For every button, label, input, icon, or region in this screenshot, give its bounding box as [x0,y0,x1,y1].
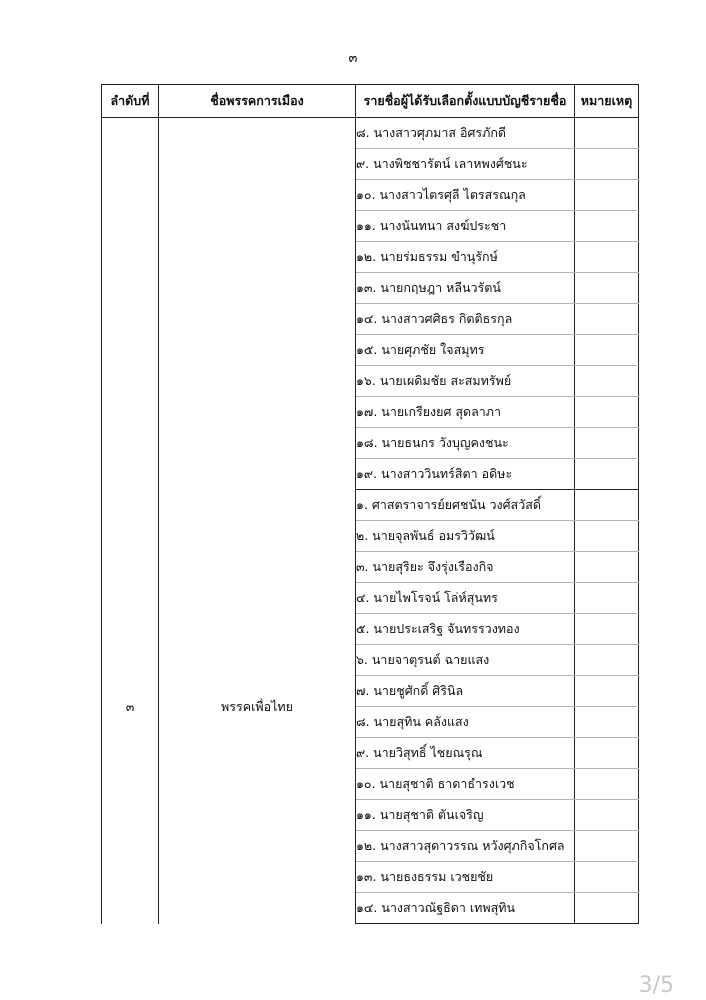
remark-cell [575,366,639,397]
candidate-name-cell: ๘. นางสาวศุภมาส อิศรภักดี [356,118,575,149]
remark-cell [575,800,639,831]
page-counter: 3/5 [638,973,674,998]
remark-cell [575,831,639,862]
candidate-name-cell: ๑๓. นายกฤษฎา หลีนวรัตน์ [356,273,575,304]
party-order-cell [102,118,159,490]
remark-cell [575,676,639,707]
candidate-name-cell: ๕. นายประเสริฐ จันทรรวงทอง [356,614,575,645]
remark-cell [575,180,639,211]
header-candidates: รายชื่อผู้ได้รับเลือกตั้งแบบบัญชีรายชื่อ [356,85,575,118]
table-row [102,118,639,149]
remark-cell [575,862,639,893]
remark-cell [575,614,639,645]
candidate-name-cell: ๔. นายไพโรจน์ โล่ห์สุนทร [356,583,575,614]
remark-cell [575,428,639,459]
candidate-name-cell: ๘. นายสุทิน คลังแสง [356,707,575,738]
party-order-cell: ๓ [102,490,159,924]
header-remarks: หมายเหตุ [575,85,639,118]
remark-cell [575,149,639,180]
candidate-name-cell: ๖. นายจาตุรนต์ ฉายแสง [356,645,575,676]
remark-cell [575,273,639,304]
candidate-name-cell: ๑๔. นางสาวศศิธร กิตติธรกุล [356,304,575,335]
remark-cell [575,242,639,273]
remark-cell [575,769,639,800]
remark-cell [575,304,639,335]
remark-cell [575,490,639,521]
remark-cell [575,521,639,552]
candidate-name-cell: ๑๐. นางสาวไตรศุลี ไตรสรณกุล [356,180,575,211]
candidate-name-cell: ๙. นายวิสุทธิ์ ไชยณรุณ [356,738,575,769]
candidate-name-cell: ๑๓. นายธงธรรม เวชยชัย [356,862,575,893]
table-row [102,490,639,521]
table-header-row [102,85,639,118]
remark-cell [575,335,639,366]
candidate-name-cell: ๑๔. นางสาวณัฐธิดา เทพสุทิน [356,893,575,924]
candidate-name-cell: ๑๗. นายเกรียงยศ สุดลาภา [356,397,575,428]
remark-cell [575,738,639,769]
remark-cell [575,645,639,676]
candidate-name-cell: ๑๑. นายสุชาติ ตันเจริญ [356,800,575,831]
candidate-name-cell: ๑๐. นายสุชาติ ธาดาธำรงเวช [356,769,575,800]
candidate-name-cell: ๑๒. นางสาวสุดาวรรณ หวังศุภกิจโกศล [356,831,575,862]
table-body [102,118,639,924]
candidate-name-cell: ๓. นายสุริยะ จึงรุ่งเรืองกิจ [356,552,575,583]
candidate-name-cell: ๑. ศาสตราจารย์ยศชนัน วงศ์สวัสดิ์ [356,490,575,521]
party-name-cell [159,118,356,490]
header-party: ชื่อพรรคการเมือง [159,85,356,118]
candidate-name-cell: ๑๕. นายศุภชัย ใจสมุทร [356,335,575,366]
candidate-name-cell: ๑๒. นายร่มธรรม ขำนุรักษ์ [356,242,575,273]
candidate-name-cell: ๒. นายจุลพันธ์ อมรวิวัฒน์ [356,521,575,552]
remark-cell [575,397,639,428]
candidate-table [101,84,639,924]
remark-cell [575,707,639,738]
page-number: ๓ [348,51,358,66]
candidate-name-cell: ๑๑. นางนันทนา สงฆ์ประชา [356,211,575,242]
remark-cell [575,459,639,490]
remark-cell [575,552,639,583]
candidate-name-cell: ๙. นางพิชชารัตน์ เลาหพงศ์ชนะ [356,149,575,180]
candidate-name-cell: ๑๘. นายธนกร วังบุญคงชนะ [356,428,575,459]
remark-cell [575,118,639,149]
header-order: ลำดับที่ [102,85,159,118]
candidate-name-cell: ๗. นายชูศักดิ์ ศิรินิล [356,676,575,707]
party-name-cell: พรรคเพื่อไทย [159,490,356,924]
candidate-name-cell: ๑๖. นายเผดิมชัย สะสมทรัพย์ [356,366,575,397]
remark-cell [575,211,639,242]
candidate-name-cell: ๑๙. นางสาววินทร์สิตา อดิษะ [356,459,575,490]
remark-cell [575,893,639,924]
remark-cell [575,583,639,614]
